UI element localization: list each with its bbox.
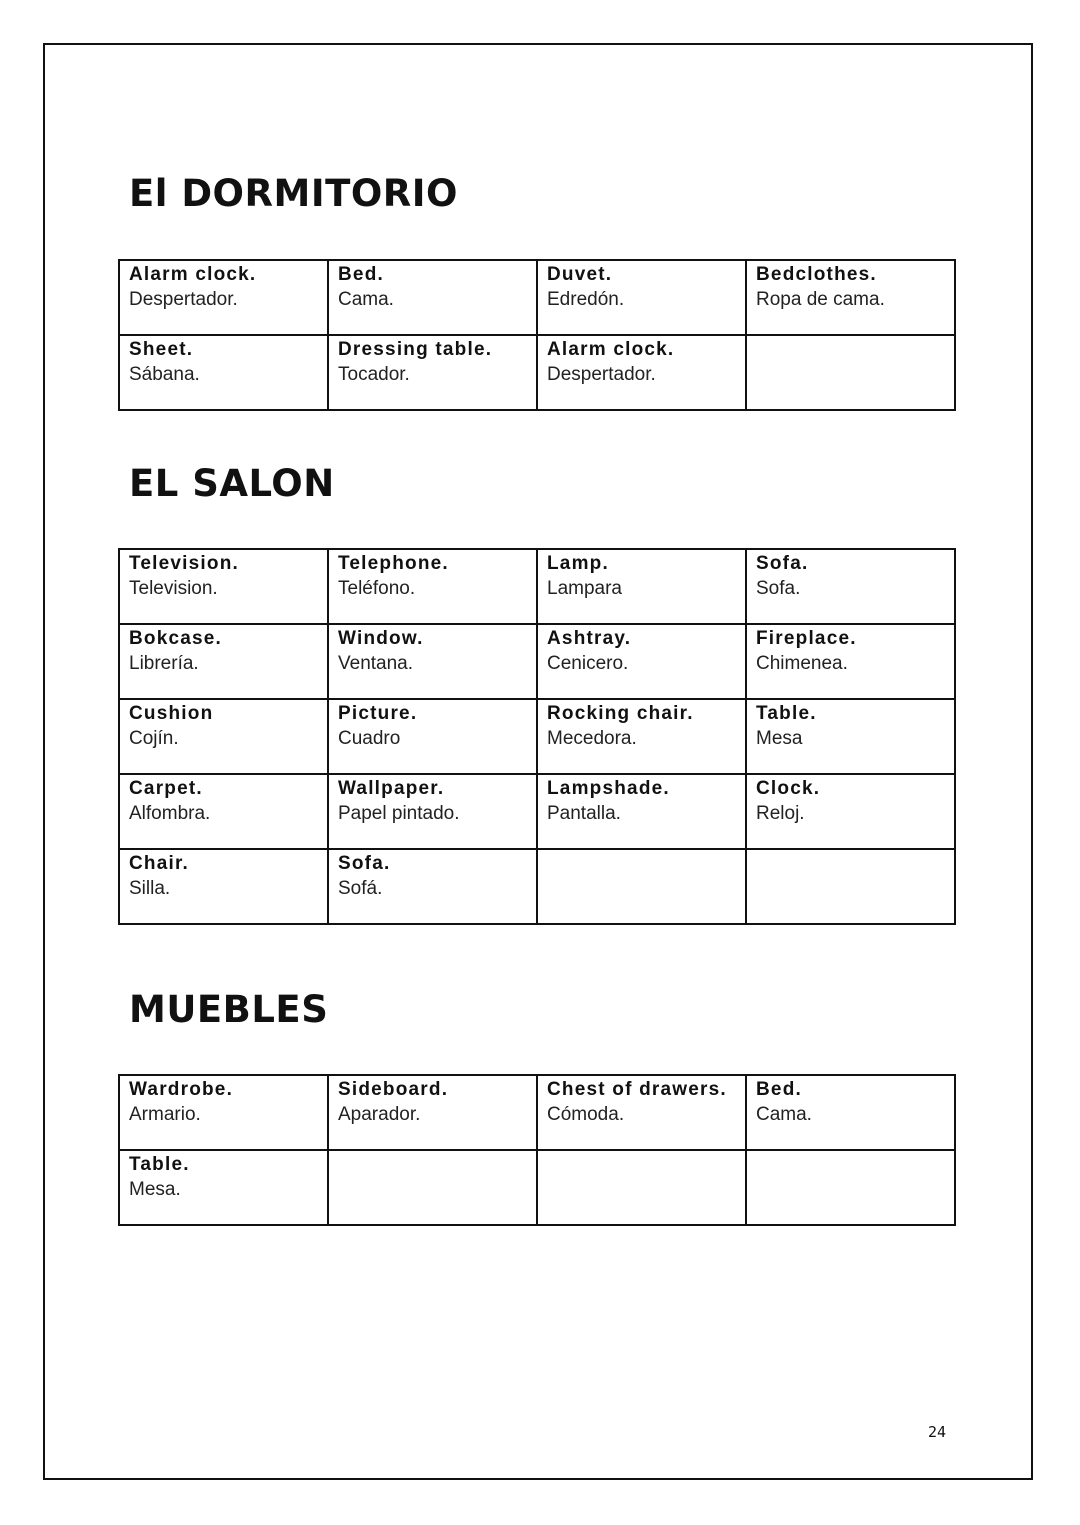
spanish-translation: Sábana. bbox=[129, 364, 200, 385]
spanish-translation: Sofa. bbox=[756, 578, 801, 599]
spanish-translation: Cama. bbox=[338, 289, 394, 310]
english-term: Lampshade. bbox=[547, 778, 670, 799]
english-term: Sheet. bbox=[129, 339, 194, 360]
spanish-translation: Ventana. bbox=[338, 653, 414, 674]
vocab-cell bbox=[746, 624, 955, 699]
english-term: Alarm clock. bbox=[547, 339, 675, 360]
spanish-translation: Aparador. bbox=[338, 1104, 421, 1125]
english-term: Cushion bbox=[129, 703, 214, 724]
spanish-translation: Cojín. bbox=[129, 728, 179, 749]
vocab-cell bbox=[537, 335, 746, 410]
english-term: Telephone. bbox=[338, 553, 449, 574]
vocab-cell bbox=[328, 1150, 537, 1225]
english-term: Lamp. bbox=[547, 553, 609, 574]
spanish-translation: Mecedora. bbox=[547, 728, 637, 749]
english-term: Sofa. bbox=[338, 853, 391, 874]
spanish-translation: Cómoda. bbox=[547, 1104, 625, 1125]
spanish-translation: Alfombra. bbox=[129, 803, 211, 824]
english-term: Alarm clock. bbox=[129, 264, 257, 285]
vocab-cell bbox=[746, 774, 955, 849]
spanish-translation: Teléfono. bbox=[338, 578, 416, 599]
english-term: Table. bbox=[756, 703, 817, 724]
spanish-translation: Armario. bbox=[129, 1104, 201, 1125]
vocab-cell bbox=[119, 624, 328, 699]
spanish-translation: Ropa de cama. bbox=[756, 289, 885, 310]
table-row bbox=[119, 774, 955, 849]
vocab-cell bbox=[328, 260, 537, 335]
english-term: Chest of drawers. bbox=[547, 1079, 727, 1100]
vocab-cell bbox=[746, 335, 955, 410]
vocab-table-muebles bbox=[118, 1074, 956, 1226]
vocab-cell bbox=[119, 1150, 328, 1225]
spanish-translation: Cenicero. bbox=[547, 653, 629, 674]
vocab-cell bbox=[119, 849, 328, 924]
table-row bbox=[119, 1075, 955, 1150]
vocab-cell bbox=[746, 549, 955, 624]
spanish-translation: Tocador. bbox=[338, 364, 410, 385]
vocab-cell bbox=[537, 624, 746, 699]
vocab-cell bbox=[746, 260, 955, 335]
section-heading-muebles: MUEBLES bbox=[129, 988, 329, 1031]
vocab-cell bbox=[537, 260, 746, 335]
spanish-translation: Cuadro bbox=[338, 728, 401, 749]
english-term: Carpet. bbox=[129, 778, 203, 799]
spanish-translation: Mesa bbox=[756, 728, 803, 749]
table-row bbox=[119, 699, 955, 774]
spanish-translation: Mesa. bbox=[129, 1179, 181, 1200]
vocab-cell bbox=[537, 849, 746, 924]
vocab-table-dormitorio bbox=[118, 259, 956, 411]
vocab-cell bbox=[746, 1075, 955, 1150]
english-term: Table. bbox=[129, 1154, 190, 1175]
table-row bbox=[119, 260, 955, 335]
english-term: Bedclothes. bbox=[756, 264, 877, 285]
vocab-cell bbox=[119, 260, 328, 335]
table-row bbox=[119, 624, 955, 699]
table-row bbox=[119, 1150, 955, 1225]
vocab-cell bbox=[328, 624, 537, 699]
spanish-translation: Television. bbox=[129, 578, 218, 599]
english-term: Television. bbox=[129, 553, 239, 574]
vocab-cell bbox=[328, 335, 537, 410]
spanish-translation: Reloj. bbox=[756, 803, 805, 824]
english-term: Wardrobe. bbox=[129, 1079, 234, 1100]
english-term: Picture. bbox=[338, 703, 418, 724]
vocab-cell bbox=[119, 335, 328, 410]
english-term: Chair. bbox=[129, 853, 189, 874]
vocab-cell bbox=[537, 774, 746, 849]
english-term: Sideboard. bbox=[338, 1079, 449, 1100]
english-term: Wallpaper. bbox=[338, 778, 445, 799]
english-term: Duvet. bbox=[547, 264, 613, 285]
vocab-cell bbox=[119, 549, 328, 624]
page-number: 24 bbox=[928, 1423, 947, 1441]
vocab-cell bbox=[328, 1075, 537, 1150]
english-term: Clock. bbox=[756, 778, 821, 799]
spanish-translation: Chimenea. bbox=[756, 653, 848, 674]
english-term: Bokcase. bbox=[129, 628, 223, 649]
vocab-cell bbox=[746, 1150, 955, 1225]
vocab-cell bbox=[537, 1150, 746, 1225]
english-term: Bed. bbox=[756, 1079, 802, 1100]
vocab-cell bbox=[119, 1075, 328, 1150]
spanish-translation: Cama. bbox=[756, 1104, 812, 1125]
vocab-cell bbox=[746, 699, 955, 774]
vocab-cell bbox=[119, 699, 328, 774]
spanish-translation: Silla. bbox=[129, 878, 171, 899]
section-heading-salon: EL SALON bbox=[129, 462, 335, 505]
vocab-cell bbox=[537, 699, 746, 774]
vocab-cell bbox=[537, 549, 746, 624]
vocab-cell bbox=[119, 774, 328, 849]
spanish-translation: Papel pintado. bbox=[338, 803, 460, 824]
vocab-cell bbox=[328, 699, 537, 774]
english-term: Window. bbox=[338, 628, 424, 649]
english-term: Fireplace. bbox=[756, 628, 857, 649]
vocab-cell bbox=[537, 1075, 746, 1150]
spanish-translation: Pantalla. bbox=[547, 803, 621, 824]
english-term: Ashtray. bbox=[547, 628, 632, 649]
spanish-translation: Lampara bbox=[547, 578, 622, 599]
spanish-translation: Despertador. bbox=[547, 364, 656, 385]
spanish-translation: Sofá. bbox=[338, 878, 383, 899]
english-term: Rocking chair. bbox=[547, 703, 694, 724]
vocab-cell bbox=[328, 849, 537, 924]
vocab-cell bbox=[328, 549, 537, 624]
english-term: Sofa. bbox=[756, 553, 809, 574]
spanish-translation: Edredón. bbox=[547, 289, 625, 310]
vocab-cell bbox=[328, 774, 537, 849]
table-row bbox=[119, 335, 955, 410]
vocab-cell bbox=[746, 849, 955, 924]
spanish-translation: Despertador. bbox=[129, 289, 238, 310]
english-term: Dressing table. bbox=[338, 339, 493, 360]
table-row bbox=[119, 549, 955, 624]
english-term: Bed. bbox=[338, 264, 384, 285]
section-heading-dormitorio: El DORMITORIO bbox=[129, 172, 458, 215]
vocab-table-salon bbox=[118, 548, 956, 925]
spanish-translation: Librería. bbox=[129, 653, 199, 674]
table-row bbox=[119, 849, 955, 924]
